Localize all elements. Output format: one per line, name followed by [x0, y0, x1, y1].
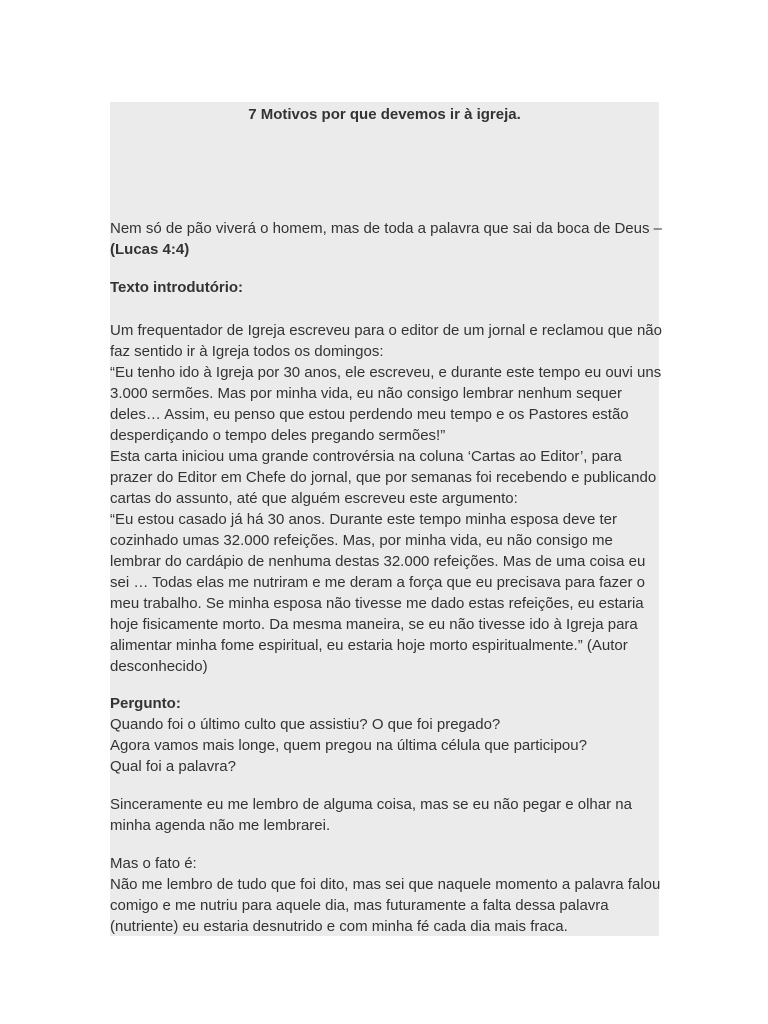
paragraph-line: comigo e me nutriu para aquele dia, mas futuramente a falta dessa palavra [110, 897, 609, 914]
paragraph-line: Não me lembro de tudo que foi dito, mas sei que naquele momento a palavra falou [110, 876, 661, 893]
paragraph-line: faz sentido ir à Igreja todos os domingos: [110, 343, 384, 360]
paragraph-line: “Eu tenho ido à Igreja por 30 anos, ele escreveu, e durante este tempo eu ouvi uns [110, 364, 662, 381]
intro-paragraph [110, 320, 670, 677]
question-line: Quando foi o último culto que assistiu? O que foi pregado? [110, 716, 501, 733]
paragraph-line: cartas do assunto, até que alguém escreveu este argumento: [110, 490, 518, 507]
paragraph-line: prazer do Editor em Chefe do jornal, que por semanas foi recebendo e publicando [110, 469, 657, 486]
paragraph-line: Sinceramente eu me lembro de alguma coisa, mas se eu não pegar e olhar na [110, 796, 632, 813]
paragraph-line: cozinhado umas 32.000 refeições. Mas, por minha vida, eu não consigo me [110, 532, 613, 549]
paragraph-line: desperdiçando o tempo deles pregando sermões!” [110, 427, 446, 444]
questions-block [110, 693, 670, 777]
paragraph-line: alimentar minha fome espiritual, eu estaria hoje morto espiritualmente.” (Autor [110, 637, 628, 654]
paragraph-line: Um frequentador de Igreja escreveu para o editor de um jornal e reclamou que não [110, 322, 662, 339]
paragraph-line: lembrar do cardápio de nenhuma destas 32.000 refeições. Mas de uma coisa eu [110, 553, 646, 570]
intro-heading: Texto introdutório: [110, 279, 244, 296]
paragraph-line: “Eu estou casado já há 30 anos. Durante este tempo minha esposa deve ter [110, 511, 617, 528]
verse-reference: (Lucas 4:4) [110, 241, 190, 258]
paragraph-line: 3.000 sermões. Mas por minha vida, eu não consigo lembrar nenhum sequer [110, 385, 622, 402]
verse-block [110, 218, 670, 260]
question-line: Agora vamos mais longe, quem pregou na última célula que participou? [110, 737, 587, 754]
document-title: 7 Motivos por que devemos ir à igreja. [248, 106, 521, 123]
reflection-paragraph [110, 794, 670, 836]
paragraph-line: minha agenda não me lembrarei. [110, 817, 331, 834]
paragraph-line: hoje fisicamente morto. Da mesma maneira, se eu não tivesse ido à Igreja para [110, 616, 638, 633]
verse-text: Nem só de pão viverá o homem, mas de toda a palavra que sai da boca de Deus – [110, 220, 662, 237]
question-line: Qual foi a palavra? [110, 758, 236, 775]
paragraph-line: sei … Todas elas me nutriram e me deram a força que eu precisava para fazer o [110, 574, 645, 591]
fact-heading: Mas o fato é: [110, 855, 197, 872]
paragraph-line: desconhecido) [110, 658, 208, 675]
paragraph-line: deles… Assim, eu penso que estou perdendo meu tempo e os Pastores estão [110, 406, 629, 423]
paragraph-line: meu trabalho. Se minha esposa não tivesse me dado estas refeições, eu estaria [110, 595, 644, 612]
paragraph-line: (nutriente) eu estaria desnutrido e com minha fé cada dia mais fraca. [110, 918, 568, 935]
fact-block [110, 853, 670, 937]
paragraph-line: Esta carta iniciou uma grande controvérsia na coluna ‘Cartas ao Editor’, para [110, 448, 622, 465]
question-heading: Pergunto: [110, 695, 181, 712]
